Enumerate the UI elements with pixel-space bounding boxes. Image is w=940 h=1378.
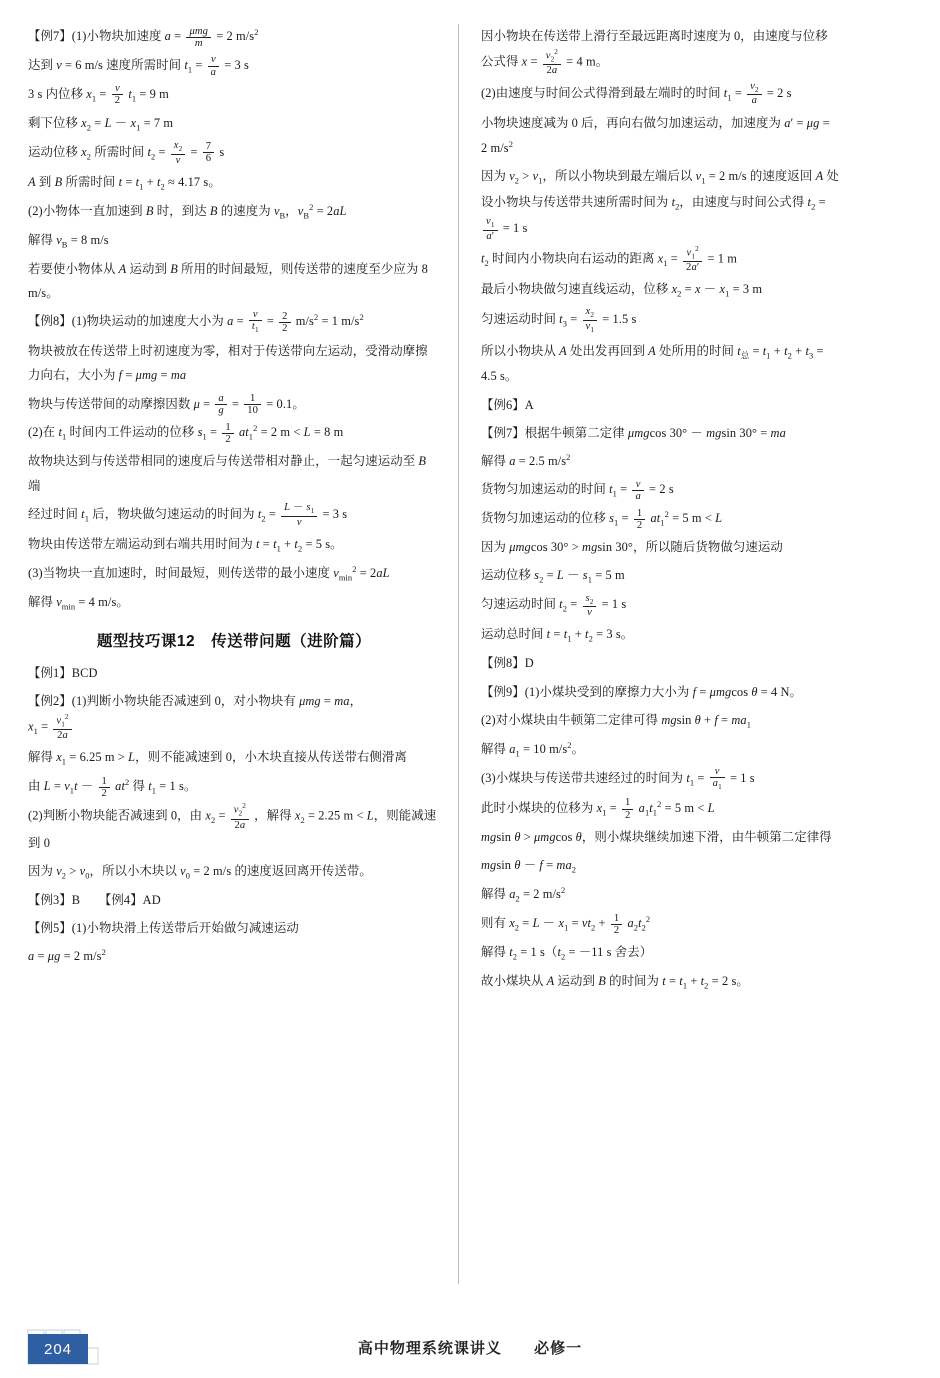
solution-line: 【例7】(1)小物块加速度 a = $\frac{\text{μmg}}{m}$ = 2 $m/s^2$ [28, 25, 259, 49]
solution-line: 4.5 s。 [481, 369, 518, 384]
footer-title-group [0, 1337, 940, 1358]
solution-line: (2)小物体一直加速到 B 时，到达 B 的速度为 $v_B$，$v_B^2 = 2aL$ [28, 201, 347, 221]
page-footer [0, 1282, 940, 1378]
page-number: 204 [28, 1334, 88, 1364]
solution-line: 所以小物块从 A 处出发再回到 A 处所用的时间 $t_总 = t_1 + t_2 + t_3$ = [481, 343, 824, 360]
solution-line: 货物匀加速运动的时间 $t_1$ = $\frac{v}{a}$ = 2 s [481, 478, 674, 502]
solution-line: 解得 $t_2 = 1$ $s(t_2 = -11$ s 舍去） [481, 945, 653, 962]
left-column [28, 24, 458, 1284]
solution-line: 【例3】B 【例4】AD [28, 892, 161, 907]
footer-book-title: 高中物理系统课讲义 [357, 1340, 502, 1357]
solution-line: 3 s 内位移 $x_1$ = $\frac{v}{2}$ $t_1 = 9$ m [28, 83, 169, 107]
solution-line: 若要使小物体从 A 运动到 B 所用的时间最短，则传送带的速度至少应为 8 m/s。 [28, 261, 428, 300]
solution-line: 【例8】(1)物块运动的加速度大小为 a = $\frac{v}{t_1}$ = $\frac{2}{2}$ $m/s^2 = 1$ $m/s^2$ [28, 309, 364, 335]
right-column [458, 24, 888, 1284]
solution-line: 2 $m/s^2$ [481, 138, 514, 155]
solution-line: 物块被放在传送带上时初速度为零，相对于传送带向左运动，受滑动摩擦力向右，大小为 f = μmg = ma [28, 344, 428, 383]
solution-line: (2)由速度与时间公式得滑到最左端时的时间 $t_1$ = $\frac{v_2}{a}$ = 2 s [481, 80, 792, 107]
solution-line: (3)小煤块与传送带共速经过的时间为 $t_1$ = $\frac{v}{a_1}$ = 1 s [481, 765, 755, 792]
solution-line: 因小物块在传送带上滑行至最远距离时速度为 0，由速度与位移 [481, 29, 828, 43]
solution-line: 设小物块与传送带共速所需时间为 $t_2$，由速度与时间公式得 $t_2$ = [481, 194, 826, 212]
solution-line: 解得 $a_1 = 10$ $m/s^2$。 [481, 739, 585, 759]
solution-line: 故小煤块从 A 运动到 B 的时间为 $t = t_1 + t_2 = 2$ s。 [481, 973, 749, 991]
solution-line: 由 $L = v_1t$ － $\frac{1}{2}$ $at^2$ 得 $t_1 = 1$ s。 [28, 775, 197, 800]
solution-line: (2)判断小物块能否减速到 0，由 $x_2$ = $\frac{v_2^2}{2a}$ ，解得 $x_2 = 2.25$ m < L，则能减速到 0 [28, 802, 437, 850]
solution-line: mgsin θ > μmgcos θ，则小煤块继续加速下滑，由牛顿第二定律得 [481, 829, 832, 844]
solution-line: 最后小物块做匀速直线运动，位移 $x_2 = x - x_1 = 3$ m [481, 282, 763, 299]
solution-line: 【例9】(1)小煤块受到的摩擦力大小为 f = μmgcos θ = 4 N。 [481, 684, 803, 699]
solution-line: 【例2】(1)判断小物块能否减速到 0，对小物块有 μmg = ma， [28, 693, 363, 708]
solution-line: 【例6】A [481, 397, 534, 412]
solution-line: 匀速运动时间 $t_2$ = $\frac{s_2}{v}$ = 1 s [481, 592, 627, 619]
solution-line: 故物块达到与传送带相同的速度后与传送带相对静止，一起匀速运动至 B 端 [28, 454, 427, 493]
solution-line: 小物块速度减为 0 后，再向右做匀加速运动，加速度为 a′ = μg = [481, 115, 830, 130]
solution-line: (2)对小煤块由牛顿第二定律可得 mgsin $\theta + f = ma_1$ [481, 712, 751, 730]
solution-line: (2)在 $t_1$ 时间内工件运动的位移 $s_1$ = $\frac{1}{2}$ $at_1^2 = 2$ m < L = 8 m [28, 421, 344, 446]
solution-line: $x_1$ = $\frac{v_1^2}{2a}$ [28, 714, 440, 741]
solution-line: 运动位移 $x_2$ 所需时间 $t_2$ = $\frac{x_2}{v}$ = $\frac{7}{6}$ s [28, 139, 225, 166]
solution-line: 经过时间 $t_1$ 后，物块做匀速运动的时间为 $t_2$ = $\frac{L - s_1}{v}$ = 3 s [28, 501, 348, 528]
solution-line: 解得 a = 2.5 $m/s^2$ [481, 452, 571, 469]
section-title: 题型技巧课12 传送带问题（进阶篇） [96, 632, 372, 650]
solution-line: A 到 B 所需时间 $t = t_1 + t_2 \approx 4.17$ s。 [28, 174, 221, 192]
solution-line: $t_2$ 时间内小物块向右运动的距离 $x_1$ = $\frac{v_1^2}{2a'}$ = 1 m [481, 244, 737, 274]
solution-line: 此时小煤块的位移为 $x_1$ = $\frac{1}{2}$ $a_1t_1^2 = 5$ m < L [481, 797, 715, 821]
solution-line: 解得 $a_2 = 2$ $m/s^2$ [481, 884, 566, 904]
solution-line: 达到 v = 6 m/s 速度所需时间 $t_1$ = $\frac{v}{a}$ = 3 s [28, 54, 249, 78]
solution-line: 剩下位移 $x_2 = L - x_1 = 7$ m [28, 115, 174, 133]
solution-line: 解得 $v_{min} = 4$ m/s。 [28, 594, 129, 612]
solution-line: 则有 $x_2 = L - x_1 = vt_2$ + $\frac{1}{2}$ $a_2t_2^2$ [481, 912, 651, 936]
solution-line: 【例7】根据牛顿第二定律 μmgcos 30° － mgsin 30° = ma [481, 425, 786, 440]
footer-volume: 必修一 [534, 1340, 583, 1357]
solution-line: 【例1】BCD [28, 665, 98, 680]
solution-line: 公式得 x = $\frac{v_2^2}{2a}$ = 4 m。 [481, 48, 609, 77]
solution-line: mgsin $\theta - f = ma_2$ [481, 857, 577, 875]
solution-line: 解得 $v_B = 8$ m/s [28, 232, 109, 250]
solution-line: 匀速运动时间 $t_3$ = $\frac{x_2}{v_1}$ = 1.5 s [481, 306, 637, 334]
solution-line: 因为 $v_2 > v_0$，所以小木块以 $v_0 = 2$ m/s 的速度返回离开传送带。 [28, 863, 372, 881]
solution-line: a = μg = 2 $m/s^2$ [28, 947, 106, 964]
solution-line: 解得 $x_1 = 6.25$ m > L，则不能减速到 0，小木块直接从传送带右侧滑离 [28, 750, 407, 767]
solution-line: $\frac{v_1}{a'}$ = 1 s [481, 216, 888, 242]
solution-line: 因为 μmgcos 30° > mgsin 30°，所以随后货物做匀速运动 [481, 540, 783, 555]
solution-line: 【例8】D [481, 656, 534, 671]
solution-line: 因为 $v_2 > v_1$，所以小物块到最左端后以 $v_1 = 2$ m/s 的速度返回 A 处 [481, 169, 839, 186]
solution-line: 【例5】(1)小物块滑上传送带后开始做匀减速运动 [28, 920, 299, 935]
two-column-layout [28, 24, 912, 1284]
solution-line: 货物匀加速运动的位移 $s_1$ = $\frac{1}{2}$ $at_1^2 = 5$ m < L [481, 507, 723, 532]
solution-line: 物块由传送带左端运动到右端共用时间为 $t = t_1 + t_2 = 5$ s。 [28, 536, 343, 554]
solution-line: 运动位移 $s_2 = L - s_1 = 5$ m [481, 568, 625, 585]
solution-line: (3)当物块一直加速时，时间最短，则传送带的最小速度 $v_{min}^2 = 2aL$ [28, 563, 390, 583]
solution-line: 物块与传送带间的动摩擦因数 μ = $\frac{a}{g}$ = $\frac{1}{10}$ = 0.1。 [28, 393, 305, 417]
solution-line: 运动总时间 $t = t_1 + t_2 = 3$ s。 [481, 627, 634, 644]
